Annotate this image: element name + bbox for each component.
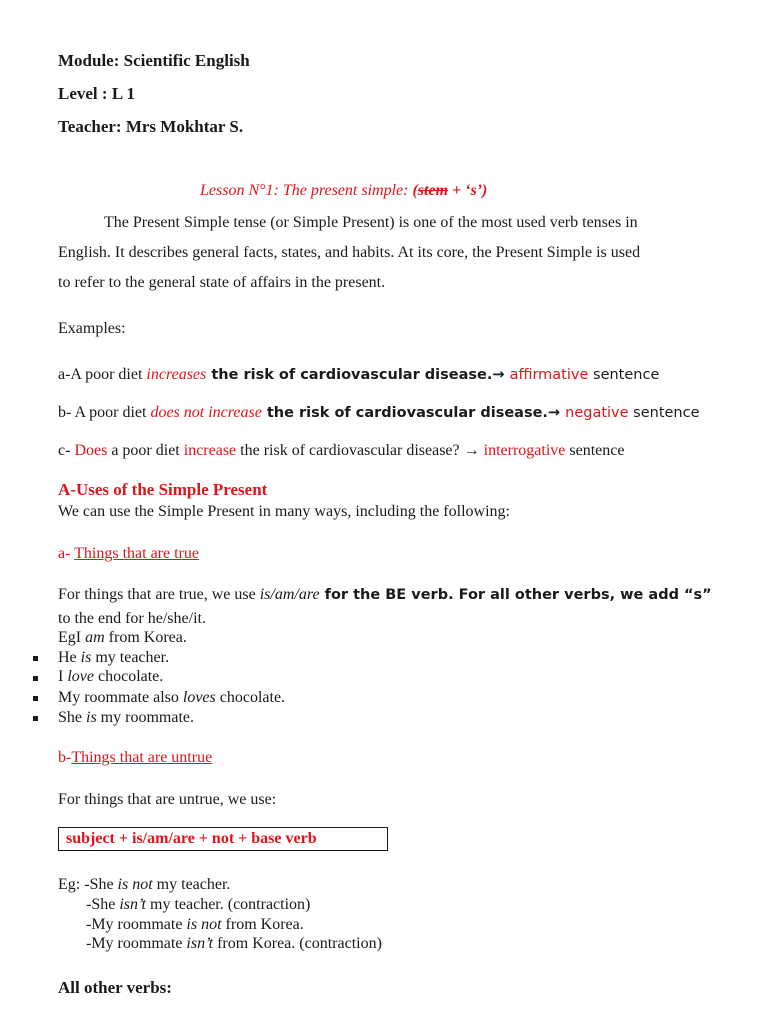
rule-formula: subject + is/am/are + not + base verb [66,830,317,847]
example-c-verb: increase [183,442,237,459]
all-other-verbs-heading: All other verbs: [58,978,172,997]
sub-b-example-verb: isn’t [186,935,214,952]
rule-box [58,827,388,851]
lesson-title-prefix: Lesson N°1: The present simple: [200,182,413,199]
sub-b-title: Things that are untrue [71,749,213,766]
list-item-verb: is [80,649,92,666]
sub-a-eg [58,629,187,647]
example-a-type: affirmative [509,367,589,383]
sub-b-example-verb: is not [117,876,153,893]
sub-b-example-end: from Korea. [221,916,304,933]
sub-b-example [86,896,310,914]
list-item-verb: is [86,709,97,726]
example-b [58,404,700,422]
example-c-aux: Does [74,442,108,459]
example-a-start: a-A poor diet [58,366,147,383]
lesson-title [200,182,487,200]
example-a [58,366,659,384]
formula-rest: + ‘s’) [448,182,488,199]
list-item-start: He [58,649,81,666]
sub-b-example-start: Eg: -She [58,876,118,893]
sub-b-example [86,935,382,953]
example-c-end: sentence [565,442,625,459]
list-item-end: my teacher. [91,649,170,666]
list-item [58,709,194,727]
level-line: Level : L 1 [58,84,135,103]
list-item [58,649,169,667]
sub-b-example-start: -My roommate [86,916,187,933]
example-b-start: b- A poor diet [58,404,151,421]
formula-open: ( [412,182,418,199]
sub-b-example-verb: isn’t [119,896,146,913]
list-item-verb: loves [182,689,216,706]
sub-b-example-end: from Korea. (contraction) [213,935,382,952]
sub-a-text-verbs: is/am/are [259,586,320,603]
sub-a-text-line-1 [58,586,712,604]
sub-b-example-end: my teacher. [152,876,231,893]
example-b-end: sentence [628,405,700,421]
teacher-line: Teacher: Mrs Mokhtar S. [58,117,244,136]
example-c-start: c- [58,442,75,459]
sub-b-text: For things that are untrue, we use: [58,791,277,808]
list-item [58,689,285,707]
list-item-end: chocolate. [93,668,164,685]
example-c [58,442,624,460]
sub-a-eg-verb: am [85,629,105,646]
formula-stem: stem [417,182,449,199]
sub-a-eg-end: from Korea. [104,629,187,646]
intro-line-3: to refer to the general state of affairs in the present. [58,274,386,291]
example-a-end: sentence [588,367,660,383]
examples-label: Examples: [58,320,126,337]
bullet-marker [33,696,38,701]
sub-b-heading [58,749,212,767]
list-item-start: My roommate also [58,689,183,706]
example-c-type: interrogative [483,442,566,459]
sub-a-text-mid: for the BE verb. For all other verbs, we add “s” [319,587,712,603]
list-item-end: my roommate. [96,709,194,726]
example-b-middle: the risk of cardiovascular disease.→ [261,405,566,421]
sub-b-example-end: my teacher. (contraction) [146,896,311,913]
section-a-intro: We can use the Simple Present in many ways, including the following: [58,503,510,520]
list-item [58,668,163,686]
sub-b-example [86,916,304,934]
sub-a-text-start: For things that are true, we use [58,586,260,603]
example-a-verb: increases [146,366,207,383]
sub-a-text-line-2: to the end for he/she/it. [58,610,206,627]
sub-a-eg-prefix: EgI [58,629,86,646]
list-item-start: She [58,709,86,726]
module-line: Module: Scientific English [58,51,250,70]
bullet-marker [33,676,38,681]
list-item-end: chocolate. [215,689,286,706]
list-item-start: I [58,668,68,685]
bullet-marker [33,716,38,721]
sub-a-prefix: a- [58,545,75,562]
list-item-verb: love [67,668,94,685]
example-c-mid1: a poor diet [107,442,184,459]
sub-b-example-start: -She [86,896,120,913]
sub-b-example-start: -My roommate [86,935,187,952]
example-b-verb: does not increase [150,404,262,421]
example-a-middle: the risk of cardiovascular disease.→ [206,367,510,383]
sub-b-prefix: b- [58,749,72,766]
bullet-marker [33,656,38,661]
example-c-mid2: the risk of cardiovascular disease? → [236,442,484,459]
sub-b-example-verb: is not [186,916,222,933]
sub-b-example [58,876,230,894]
intro-line-1: The Present Simple tense (or Simple Present) is one of the most used verb tenses in [104,214,638,231]
example-b-type: negative [565,405,629,421]
section-a-heading: A-Uses of the Simple Present [58,480,268,499]
sub-a-heading [58,545,199,563]
intro-line-2: English. It describes general facts, states, and habits. At its core, the Present Simple is used [58,244,641,261]
sub-a-title: Things that are true [74,545,199,562]
